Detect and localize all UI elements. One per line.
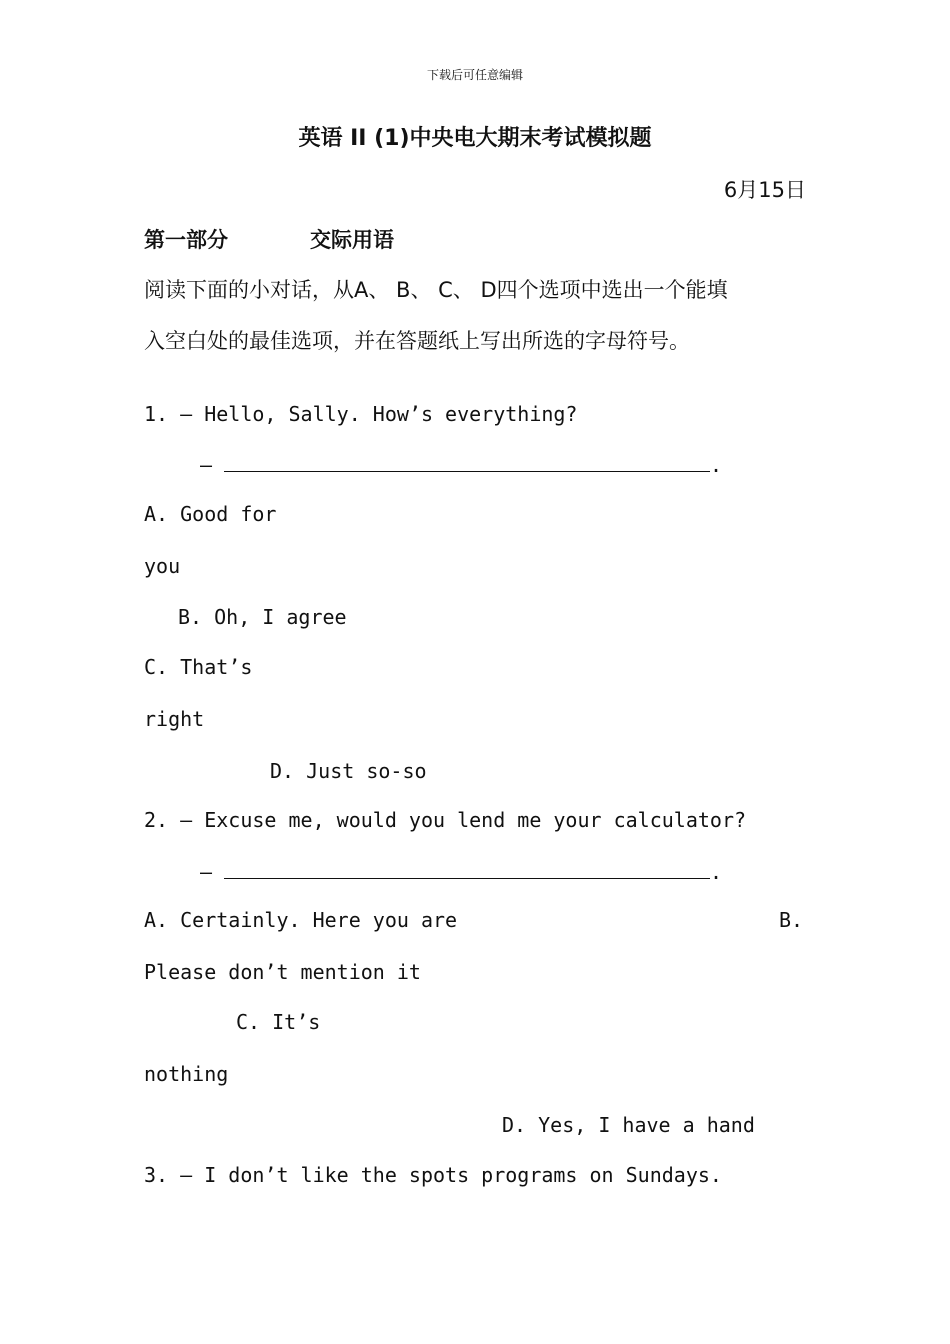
question-1-option-a-cont: you (144, 554, 181, 578)
question-1-period: . (710, 453, 723, 477)
question-2-period: . (710, 860, 723, 884)
page-title: 英语 II (1)中央电大期末考试模拟题 (298, 126, 652, 151)
date: 6月15日 (723, 178, 806, 202)
question-1-prompt: 1. — Hello, Sally. How’s everything? (144, 402, 578, 426)
question-2-option-a: A. Certainly. Here you are (144, 908, 458, 932)
section-name: 交际用语 (310, 228, 394, 252)
question-2-option-b: B. (779, 908, 804, 932)
question-1-option-c: C. That’s (144, 655, 253, 679)
question-2-answer-line (200, 860, 722, 884)
question-1-dash: — (200, 453, 213, 477)
instruction-line-2: 入空白处的最佳选项，并在答题纸上写出所选的字母符号。 (144, 329, 690, 353)
question-1-option-b: B. Oh, I agree (178, 605, 347, 629)
question-2-prompt: 2. — Excuse me, would you lend me your calculator? (144, 808, 747, 832)
question-2-option-c-cont: nothing (144, 1062, 229, 1086)
question-1-blank[interactable] (224, 457, 710, 472)
section-part: 第一部分 (144, 228, 228, 252)
question-2-option-d: D. Yes, I have a hand (502, 1113, 755, 1137)
question-2-dash: — (200, 860, 213, 884)
question-2-blank[interactable] (224, 864, 710, 879)
question-2-option-b-cont: Please don’t mention it (144, 960, 421, 984)
section-heading (144, 224, 394, 254)
question-1-option-d: D. Just so-so (270, 759, 427, 783)
question-1-option-c-cont: right (144, 707, 205, 731)
question-1-answer-line (200, 453, 722, 477)
instruction-line-1: 阅读下面的小对话，从A、 B、 C、 D四个选项中选出一个能填 (144, 278, 728, 302)
question-1-option-a: A. Good for (144, 502, 277, 526)
page-header: 下载后可任意编辑 (426, 68, 523, 82)
question-2-option-c: C. It’s (236, 1010, 321, 1034)
question-3-prompt: 3. — I don’t like the spots programs on Sundays. (144, 1163, 722, 1187)
